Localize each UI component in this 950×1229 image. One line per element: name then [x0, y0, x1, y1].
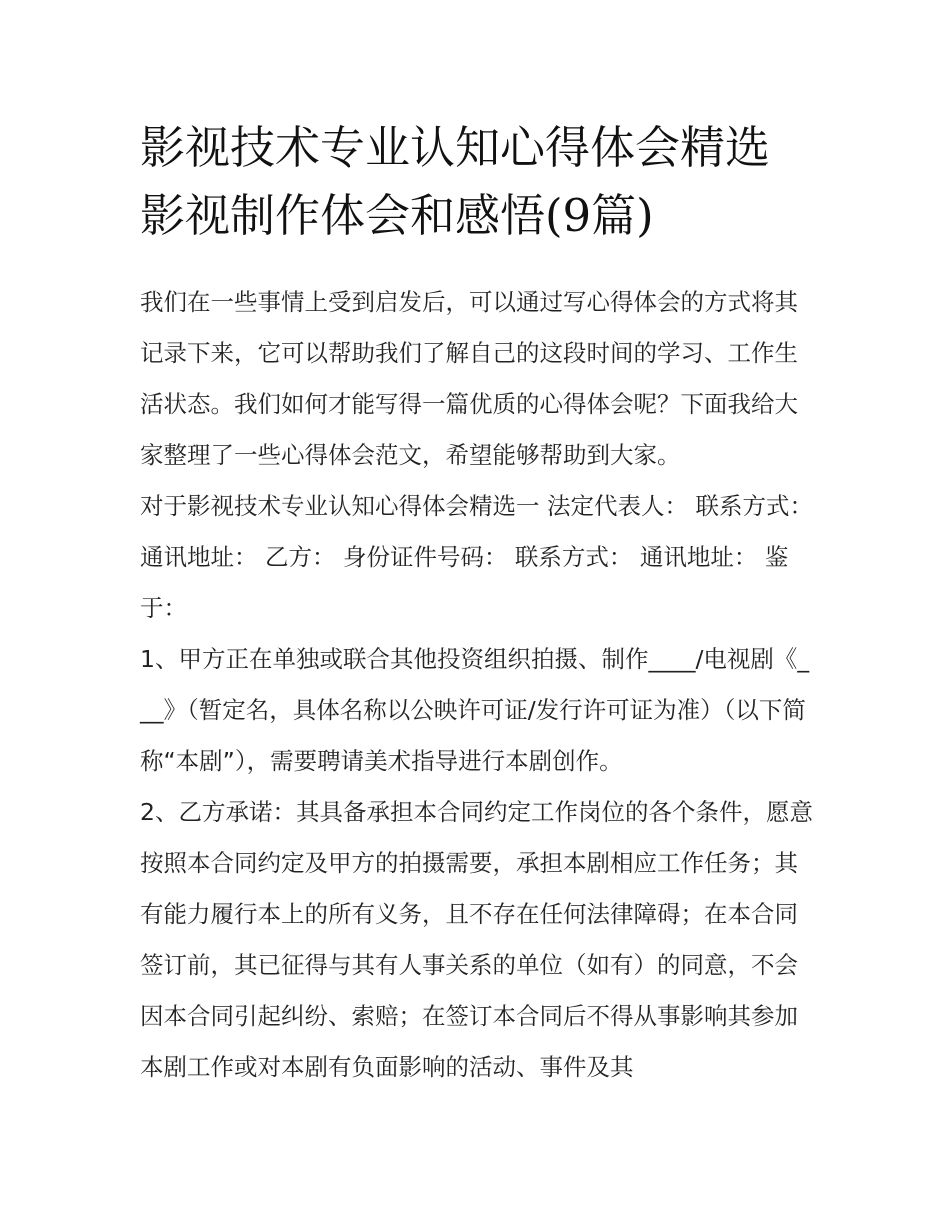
paragraph-clause-1: 1、甲方正在单独或联合其他投资组织拍摄、制作____/电视剧《___》（暂定名，具体名称以公映许可证/发行许可证为准）（以下简称“本剧”），需要聘请美术指导进行本剧创作。 [140, 645, 810, 775]
document-title: 影视技术专业认知心得体会精选 影视制作体会和感悟(9篇) [140, 121, 771, 242]
paragraph-intro: 我们在一些事情上受到启发后，可以通过写心得体会的方式将其记录下来，它可以帮助我们了解自己的这段时间的学习、工作生活状态。我们如何才能写得一篇优质的心得体会呢？下面我给大家整理了一些心得体会范文，希望能够帮助到大家。 [140, 288, 798, 469]
document-body [140, 277, 820, 1093]
paragraph-parties: 对于影视技术专业认知心得体会精选一 法定代表人： 联系方式： 通讯地址： 乙方： 身份证件号码： 联系方式： 通讯地址： 鉴于： [140, 492, 813, 622]
paragraph-clause-2: 2、乙方承诺：其具备承担本合同约定工作岗位的各个条件，愿意按照本合同约定及甲方的拍摄需要，承担本剧相应工作任务；其有能力履行本上的所有义务，且不存在任何法律障碍；在本合同签订前，其已征得与其有人事关系的单位（如有）的同意，不会因本合同引起纠纷、索赔；在签订本合同后不得从事影响其参加本剧工作或对本剧有负面影响的活动、事件及其 [140, 798, 813, 1081]
